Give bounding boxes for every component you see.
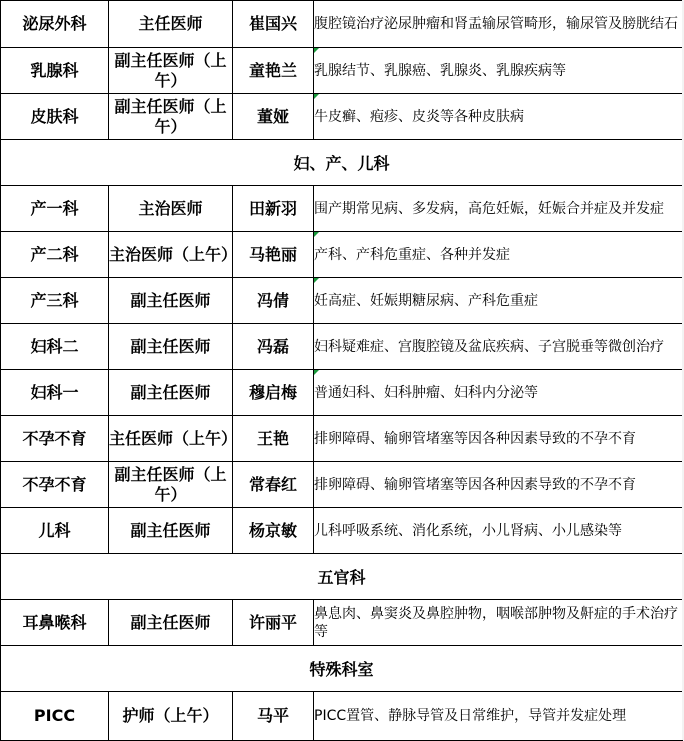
doctor-name-cell: 许丽平 [233,600,314,646]
specialty-cell [314,370,683,416]
section-heading: 妇、产、儿科 [1,140,683,186]
table-row [1,1,683,48]
specialty-text: 腹腔镜治疗泌尿肿瘤和肾盂输尿管畸形，输尿管及膀胱结石 [314,16,678,32]
doctor-name-cell: 王艳 [233,416,314,462]
specialty-text: 产科、产科危重症、各种并发症 [314,246,510,263]
doctor-title-cell: 副主任医师 [109,324,233,370]
doctor-title-cell: 副主任医师（上午） [109,94,233,140]
department-cell: 妇科一 [1,370,109,416]
specialty-cell [314,324,683,370]
doctor-title-cell: 副主任医师（上午） [109,48,233,94]
section-row [1,646,683,692]
doctor-name-cell: 冯磊 [233,324,314,370]
department-cell: 泌尿外科 [1,1,109,48]
doctor-title-cell: 主任医师 [109,1,233,48]
table-row [1,48,683,94]
doctor-name-cell: 马艳丽 [233,232,314,278]
table-row [1,94,683,140]
specialty-text: 普通妇科、妇科肿瘤、妇科内分泌等 [314,384,538,401]
doctor-title-cell: 护师（上午） [109,692,233,741]
specialty-cell [314,508,683,554]
department-cell: 皮肤科 [1,94,109,140]
specialty-text: 排卵障碍、输卵管堵塞等因各种因素导致的不孕不育 [314,430,636,447]
doctor-name-cell: 杨京敏 [233,508,314,554]
table-row [1,232,683,278]
specialty-cell [314,462,683,508]
specialty-cell [314,1,683,48]
specialty-text: 儿科呼吸系统、消化系统，小儿肾病、小儿感染等 [314,522,622,539]
specialty-text: 妊高症、妊娠期糖尿病、产科危重症 [314,292,538,309]
specialty-text: 鼻息肉、鼻窦炎及鼻腔肿物，咽喉部肿物及鼾症的手术治疗等 [314,605,678,640]
table-row [1,186,683,232]
section-row [1,554,683,600]
section-heading: 五官科 [1,554,683,600]
specialty-text: 围产期常见病、多发病，高危妊娠，妊娠合并症及并发症 [314,200,664,217]
section-heading: 特殊科室 [1,646,683,692]
department-cell: 妇科二 [1,324,109,370]
doctor-title-cell: 副主任医师 [109,370,233,416]
cell-comment-marker [314,278,319,283]
doctor-name-cell: 童艳兰 [233,48,314,94]
specialty-cell [314,94,683,140]
specialty-cell [314,692,683,741]
doctor-name-cell: 董娅 [233,94,314,140]
doctor-name-cell: 崔国兴 [233,1,314,48]
specialty-cell [314,232,683,278]
specialty-cell [314,416,683,462]
department-cell: 产三科 [1,278,109,324]
specialty-cell [314,278,683,324]
department-cell: PICC [1,692,109,741]
doctor-title-cell: 副主任医师 [109,508,233,554]
department-cell: 耳鼻喉科 [1,600,109,646]
cell-comment-marker [314,370,319,375]
department-cell: 不孕不育 [1,416,109,462]
department-cell: 产二科 [1,232,109,278]
doctor-title-cell: 副主任医师 [109,278,233,324]
doctor-title-cell: 主治医师（上午） [109,232,233,278]
cell-comment-marker [314,94,319,99]
specialty-cell [314,48,683,94]
specialty-cell [314,600,683,646]
table-row [1,370,683,416]
specialty-cell [314,186,683,232]
specialty-text: 乳腺结节、乳腺癌、乳腺炎、乳腺疾病等 [314,62,566,79]
specialty-text: 牛皮癣、疱疹、皮炎等各种皮肤病 [314,108,524,125]
doctor-title-cell: 主任医师（上午） [109,416,233,462]
table-row [1,416,683,462]
doctor-title-cell: 主治医师 [109,186,233,232]
doctor-title-cell: 副主任医师 [109,600,233,646]
section-row [1,140,683,186]
doctor-name-cell: 马平 [233,692,314,741]
cell-comment-marker [314,48,319,53]
doctor-name-cell: 田新羽 [233,186,314,232]
doctor-title-cell: 副主任医师（上午） [109,462,233,508]
specialty-text: 排卵障碍、输卵管堵塞等因各种因素导致的不孕不育 [314,476,636,493]
specialty-text: PICC置管、静脉导管及日常维护，导管并发症处理 [314,708,627,724]
specialty-text: 妇科疑难症、宫腹腔镜及盆底疾病、子宫脱垂等微创治疗 [314,338,664,355]
doctor-name-cell: 冯倩 [233,278,314,324]
department-cell: 儿科 [1,508,109,554]
department-cell: 乳腺科 [1,48,109,94]
table-row [1,600,683,646]
table-row [1,462,683,508]
cell-comment-marker [314,232,319,237]
table-row [1,324,683,370]
department-cell: 不孕不育 [1,462,109,508]
doctor-name-cell: 常春红 [233,462,314,508]
department-cell: 产一科 [1,186,109,232]
table-row [1,508,683,554]
table-row [1,692,683,741]
table-row [1,278,683,324]
doctor-name-cell: 穆启梅 [233,370,314,416]
